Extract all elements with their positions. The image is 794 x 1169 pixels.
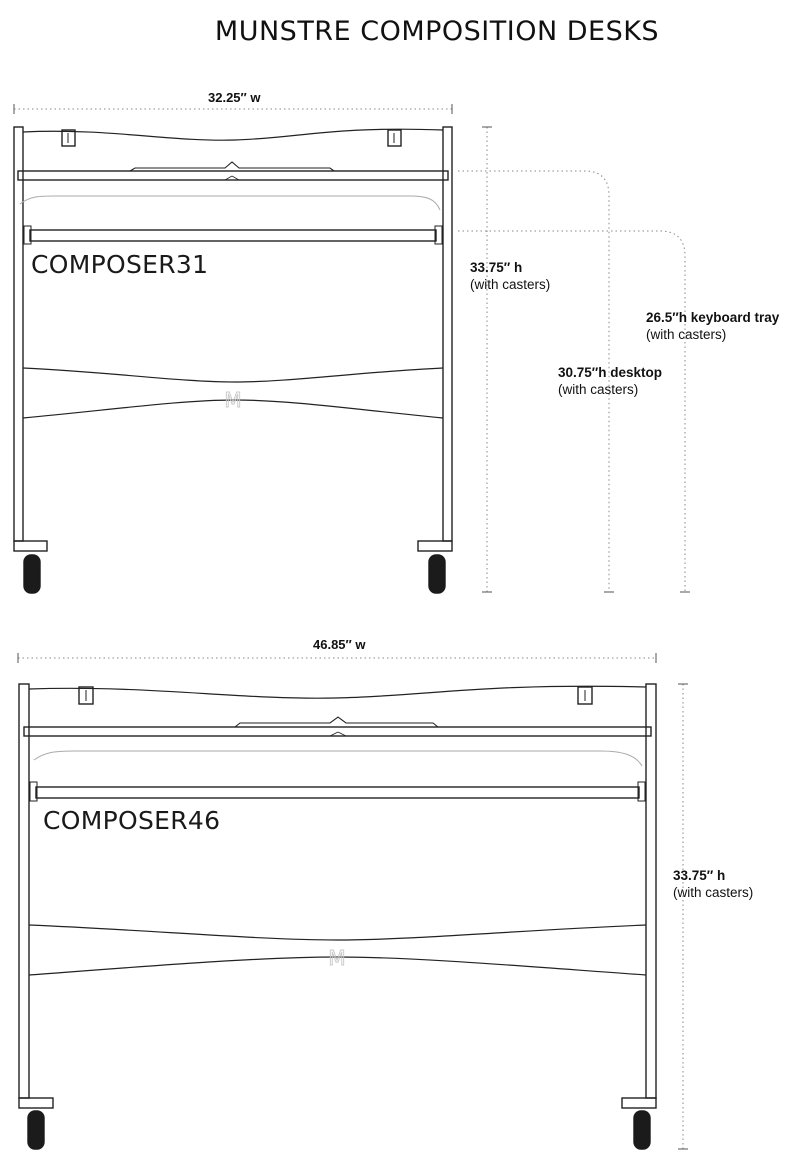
desk2-height-label [673, 867, 753, 901]
desktop-surface [18, 171, 448, 180]
logo-mark-icon: M [224, 388, 242, 412]
desktop-surface-2 [24, 727, 651, 736]
desk1-model-name: COMPOSER31 [31, 250, 209, 279]
hutch-curve-2 [29, 686, 646, 698]
left-caster-2 [28, 1111, 44, 1149]
desk2-height-value: 33.75″ h [673, 868, 726, 883]
desk1-tray-label [646, 309, 779, 343]
desk1-tray-note: (with casters) [646, 327, 727, 342]
desk1-desktop-label [558, 364, 662, 398]
right-bracket-2 [578, 687, 592, 704]
right-leg-2 [646, 684, 656, 1098]
right-caster-2 [634, 1111, 650, 1149]
desk2-height-note: (with casters) [673, 885, 754, 900]
desk1-width-label: 32.25″ w [208, 90, 261, 105]
desk2-width-label: 46.85″ w [313, 637, 366, 652]
page-title: MUNSTRE COMPOSITION DESKS [214, 16, 660, 47]
right-caster [429, 555, 445, 593]
desk1-height-label [470, 259, 550, 293]
left-foot-2 [19, 1098, 53, 1108]
right-bracket [388, 130, 401, 146]
desk1-height-note: (with casters) [470, 277, 551, 292]
keyboard-tray [30, 230, 436, 241]
left-caster [24, 555, 40, 593]
desk1-desktop-note: (with casters) [558, 382, 639, 397]
left-bracket-2 [79, 687, 93, 704]
logo-mark-icon-2: M [328, 946, 346, 970]
desk1-tray-value: 26.5″h keyboard tray [646, 310, 780, 325]
left-bracket [62, 130, 75, 146]
left-leg-2 [19, 684, 29, 1098]
right-foot [418, 541, 452, 551]
left-leg [14, 127, 23, 541]
desk2-model-name: COMPOSER46 [43, 806, 221, 835]
lower-stretcher-2 [29, 925, 646, 940]
left-foot [14, 541, 47, 551]
right-leg [443, 127, 452, 541]
desk1-desktop-value: 30.75″h desktop [558, 365, 663, 380]
hutch-curve [23, 129, 443, 140]
lower-stretcher [23, 368, 443, 382]
right-foot-2 [622, 1098, 656, 1108]
desk-composer31-drawing [14, 104, 690, 593]
keyboard-tray-2 [36, 787, 639, 798]
desk-composer46-drawing [18, 653, 688, 1149]
desk1-height-value: 33.75″ h [470, 260, 523, 275]
